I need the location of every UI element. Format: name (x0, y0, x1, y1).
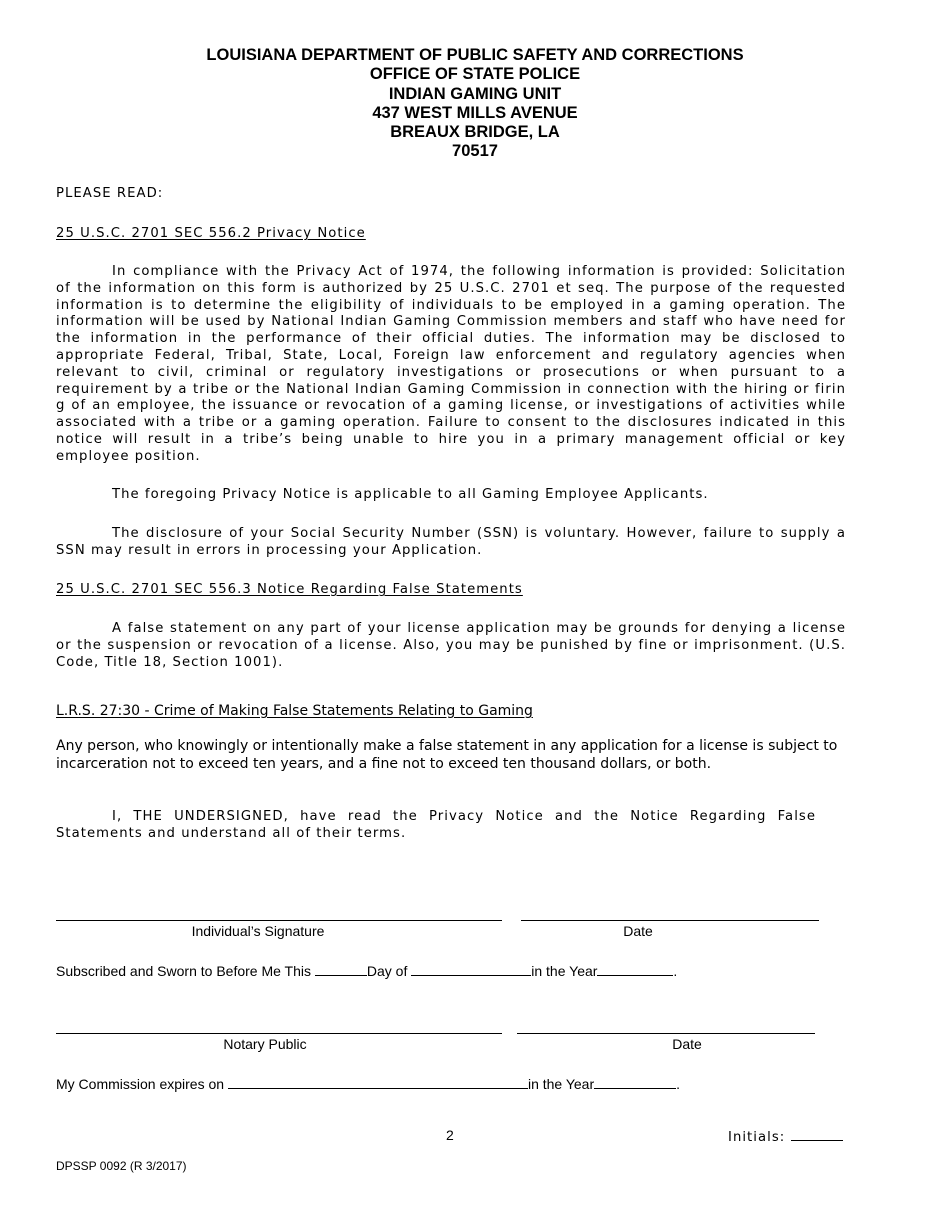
initials-label: Initials: (728, 1130, 786, 1145)
commission-expiry-line (56, 1074, 680, 1093)
ssn-disclosure-text: The disclosure of your Social Security Number (SSN) is voluntary. However, failure to supply a SSN may result in errors in processing your Application. (56, 526, 846, 558)
commission-year-label: in the Year (527, 1076, 595, 1092)
commission-period: . (676, 1076, 681, 1092)
form-id: DPSSP 0092 (R 3/2017) (56, 1159, 187, 1173)
false-statements-heading: 25 U.S.C. 2701 SEC 556.3 Notice Regarding False Statements (56, 582, 523, 597)
header-line-city: BREAUX BRIDGE, LA (390, 123, 560, 142)
individual-signature-label: Individual’s Signature (191, 923, 325, 939)
signature-date-line[interactable] (521, 920, 819, 921)
header-line-unit: INDIAN GAMING UNIT (388, 84, 562, 103)
notary-date-line[interactable] (517, 1033, 815, 1034)
privacy-applicable-text: The foregoing Privacy Notice is applicable to all Gaming Employee Applicants. (112, 487, 709, 502)
commission-expiry-blank[interactable] (228, 1074, 528, 1089)
initials-field (728, 1127, 843, 1147)
header-line-street: 437 WEST MILLS AVENUE (372, 103, 578, 122)
lrs-body: Any person, who knowingly or intentionally make a false statement in any application for a license is subject to incarceration not to exceed ten years, and a fine not to exceed ten thousand dollars, or both. (56, 738, 838, 772)
agency-header (0, 46, 950, 162)
day-of-label: Day of (366, 963, 408, 979)
sworn-year-blank[interactable] (597, 961, 673, 976)
notary-public-label: Notary Public (223, 1036, 307, 1052)
header-line-zip: 70517 (452, 142, 498, 161)
header-line-agency: LOUISIANA DEPARTMENT OF PUBLIC SAFETY AND CORRECTIONS (206, 46, 744, 64)
signature-date-label: Date (623, 923, 653, 939)
initials-blank[interactable] (791, 1127, 843, 1141)
sworn-month-blank[interactable] (411, 961, 531, 976)
privacy-notice-body: In compliance with the Privacy Act of 1974, the following information is provided: Solicitation of the information on this form is authorized by 25 U.S.C. 2701 et seq. The purpose of the requested information is to determine the eligibility of individuals to be employed in a gaming operation. The information will be used by National Indian Gaming Commission members and staff who have need for the information in the performance of their official duties. The information may be disclosed to appropriate Federal, Tribal, State, Local, Foreign law enforcement and regulatory agencies when relevant to civil, criminal or regulatory investigations or prosecutions or when pursuant to a requirement by a tribe or the National Indian Gaming Commission in connection with the hiring or firin g of an employee, the issuance or revocation of a gaming license, or investigations of activities while associated with a tribe or a gaming operation. Failure to consent to the disclosures indicated in this notice will result in a tribe’s being unable to hire you in a primary management official or key employee position. (56, 264, 846, 464)
page-number: 2 (446, 1127, 454, 1143)
commission-year-blank[interactable] (594, 1074, 676, 1089)
in-the-year-label: in the Year (531, 963, 598, 979)
individual-signature-line[interactable] (56, 920, 502, 921)
notary-signature-line[interactable] (56, 1033, 502, 1034)
sworn-prefix: Subscribed and Sworn to Before Me This (56, 963, 311, 979)
please-read-label: PLEASE READ: (56, 186, 164, 201)
sworn-period: . (673, 963, 678, 979)
commission-prefix: My Commission expires on (56, 1076, 225, 1092)
privacy-notice-heading: 25 U.S.C. 2701 SEC 556.2 Privacy Notice (56, 226, 366, 241)
sworn-statement-line (56, 961, 677, 980)
sworn-day-blank[interactable] (315, 961, 367, 976)
false-statements-body: A false statement on any part of your license application may be grounds for denying a license or the suspension or revocation of a license. Also, you may be punished by fine or imprisonment. (U.S. Code, Title 18, Section 1001). (56, 621, 846, 670)
undersigned-statement: I, THE UNDERSIGNED, have read the Privacy Notice and the Notice Regarding False Statements and understand all of their terms. (56, 809, 816, 841)
lrs-heading: L.R.S. 27:30 - Crime of Making False Statements Relating to Gaming (56, 703, 533, 719)
notary-date-label: Date (672, 1036, 702, 1052)
header-line-office: OFFICE OF STATE POLICE (369, 65, 581, 84)
